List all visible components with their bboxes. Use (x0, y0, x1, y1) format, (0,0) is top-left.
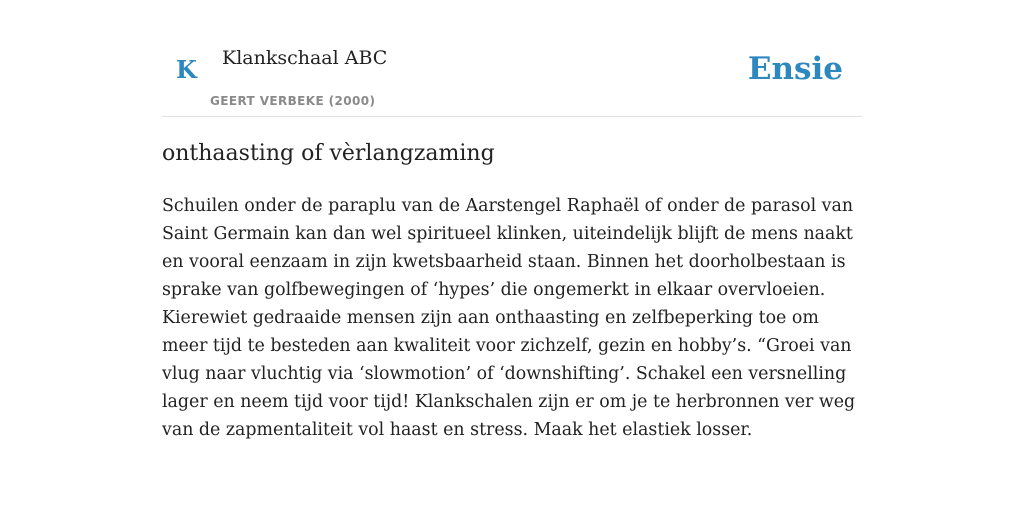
entry-definition-text: Schuilen onder de paraplu van de Aarstengel Raphaël of onder de parasol van Saint Germain kan dan wel spiritueel klinken, uiteindelijk blijft de mens naakt en vooral eenzaam in zijn kwetsbaarheid staan. Binnen het doorholbestaan is sprake van golfbewegingen of ‘hypes’ die ongemerkt in elkaar overvloeien. Kierewiet gedraaide mensen zijn aan onthaasting en zelfbeperking toe om meer tijd te besteden aan kwaliteit voor zichzelf, gezin en hobby’s. “Groei van vlug naar vluchtig via ‘slowmotion’ of ‘downshifting’. Schakel een versnelling lager en neem tijd voor tijd! Klankschalen zijn er om je te herbronnen ver weg van de zapmentaliteit vol haast en stress. Maak het elastiek losser. (162, 196, 856, 440)
book-author: GEERT VERBEKE (2000) (210, 94, 376, 108)
book-title-link[interactable]: Klankschaal ABC (222, 47, 388, 69)
ensie-logo-link[interactable]: Ensie (747, 51, 843, 87)
entry-title: onthaasting of vèrlangzaming (162, 141, 495, 166)
book-initial-logo[interactable]: K (176, 55, 197, 84)
book-header (162, 0, 862, 117)
